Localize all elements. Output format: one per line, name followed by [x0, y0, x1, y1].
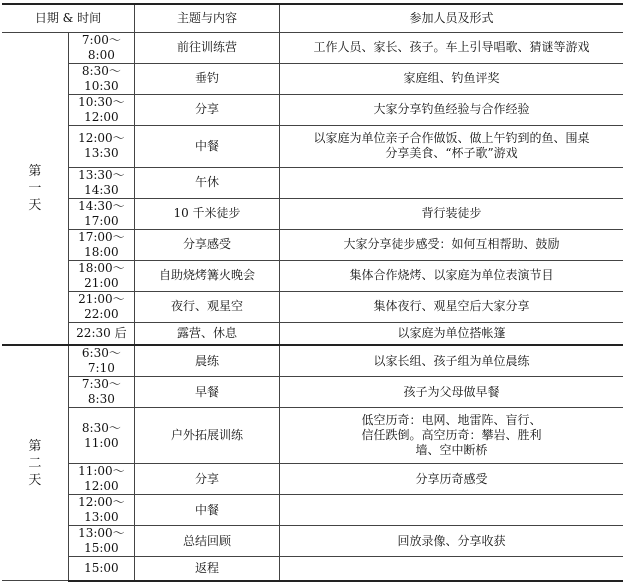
detail-cell	[280, 557, 624, 581]
header-date-time: 日期 & 时间	[2, 4, 135, 32]
detail-cell: 大家分享徒步感受：如何互相帮助、鼓励	[280, 229, 624, 260]
detail-cell: 以家长组、孩子组为单位晨练	[280, 345, 624, 377]
time-cell: 13:30～14:30	[68, 167, 134, 198]
time-cell: 21:00～22:00	[68, 291, 134, 322]
table-row	[2, 229, 623, 260]
time-cell: 8:30～10:30	[68, 63, 134, 94]
topic-cell: 分享	[135, 464, 280, 495]
detail-cell: 家庭组、钓鱼评奖	[280, 63, 624, 94]
table-row	[2, 63, 623, 94]
table-row	[2, 557, 623, 581]
time-cell: 10:30～12:00	[68, 94, 134, 125]
time-cell: 14:30～17:00	[68, 198, 134, 229]
table-row	[2, 125, 623, 167]
topic-cell: 露营、休息	[135, 322, 280, 345]
table-row	[2, 32, 623, 63]
detail-cell: 回放录像、分享收获	[280, 526, 624, 557]
topic-cell: 早餐	[135, 377, 280, 408]
topic-cell: 夜行、观星空	[135, 291, 280, 322]
topic-cell: 垂钓	[135, 63, 280, 94]
time-cell: 6:30～7:10	[68, 345, 134, 377]
day-label: 第二天	[2, 345, 68, 581]
time-cell: 7:00～8:00	[68, 32, 134, 63]
header-row	[2, 4, 623, 32]
time-cell: 17:00～18:00	[68, 229, 134, 260]
detail-cell: 以家庭为单位搭帐篷	[280, 322, 624, 345]
header-participants: 参加人员及形式	[280, 4, 624, 32]
table-row	[2, 408, 623, 464]
table-row	[2, 94, 623, 125]
detail-cell: 背行装徒步	[280, 198, 624, 229]
time-cell: 8:30～11:00	[68, 408, 134, 464]
table-row	[2, 291, 623, 322]
header-topic: 主题与内容	[135, 4, 280, 32]
detail-cell: 大家分享钓鱼经验与合作经验	[280, 94, 624, 125]
detail-cell: 低空历奇：电网、地雷阵、盲行、信任跌倒。高空历奇：攀岩、胜利墙、空中断桥	[280, 408, 624, 464]
topic-cell: 户外拓展训练	[135, 408, 280, 464]
topic-cell: 前往训练营	[135, 32, 280, 63]
detail-cell: 分享历奇感受	[280, 464, 624, 495]
time-cell: 22:30 后	[68, 322, 134, 345]
topic-cell: 自助烧烤篝火晚会	[135, 260, 280, 291]
table-row	[2, 526, 623, 557]
day-label: 第一天	[2, 32, 68, 345]
detail-cell: 以家庭为单位亲子合作做饭、做上午钓到的鱼、围桌分享美食、“杯子歌”游戏	[280, 125, 624, 167]
time-cell: 11:00～12:00	[68, 464, 134, 495]
detail-cell: 集体夜行、观星空后大家分享	[280, 291, 624, 322]
time-cell: 13:00～15:00	[68, 526, 134, 557]
detail-cell	[280, 167, 624, 198]
table-row	[2, 260, 623, 291]
table-row	[2, 464, 623, 495]
topic-cell: 返程	[135, 557, 280, 581]
time-cell: 12:00～13:00	[68, 495, 134, 526]
topic-cell: 中餐	[135, 125, 280, 167]
schedule-table	[2, 3, 623, 582]
table-row	[2, 167, 623, 198]
table-row	[2, 495, 623, 526]
time-cell: 15:00	[68, 557, 134, 581]
detail-cell: 孩子为父母做早餐	[280, 377, 624, 408]
topic-cell: 午休	[135, 167, 280, 198]
table-row	[2, 377, 623, 408]
time-cell: 12:00～13:30	[68, 125, 134, 167]
time-cell: 18:00～21:00	[68, 260, 134, 291]
detail-cell	[280, 495, 624, 526]
time-cell: 7:30～8:30	[68, 377, 134, 408]
topic-cell: 分享	[135, 94, 280, 125]
table-row	[2, 345, 623, 377]
table-row	[2, 198, 623, 229]
detail-cell: 集体合作烧烤、以家庭为单位表演节目	[280, 260, 624, 291]
detail-cell: 工作人员、家长、孩子。车上引导唱歌、猜谜等游戏	[280, 32, 624, 63]
topic-cell: 总结回顾	[135, 526, 280, 557]
topic-cell: 10 千米徒步	[135, 198, 280, 229]
topic-cell: 分享感受	[135, 229, 280, 260]
topic-cell: 中餐	[135, 495, 280, 526]
topic-cell: 晨练	[135, 345, 280, 377]
table-row	[2, 322, 623, 345]
